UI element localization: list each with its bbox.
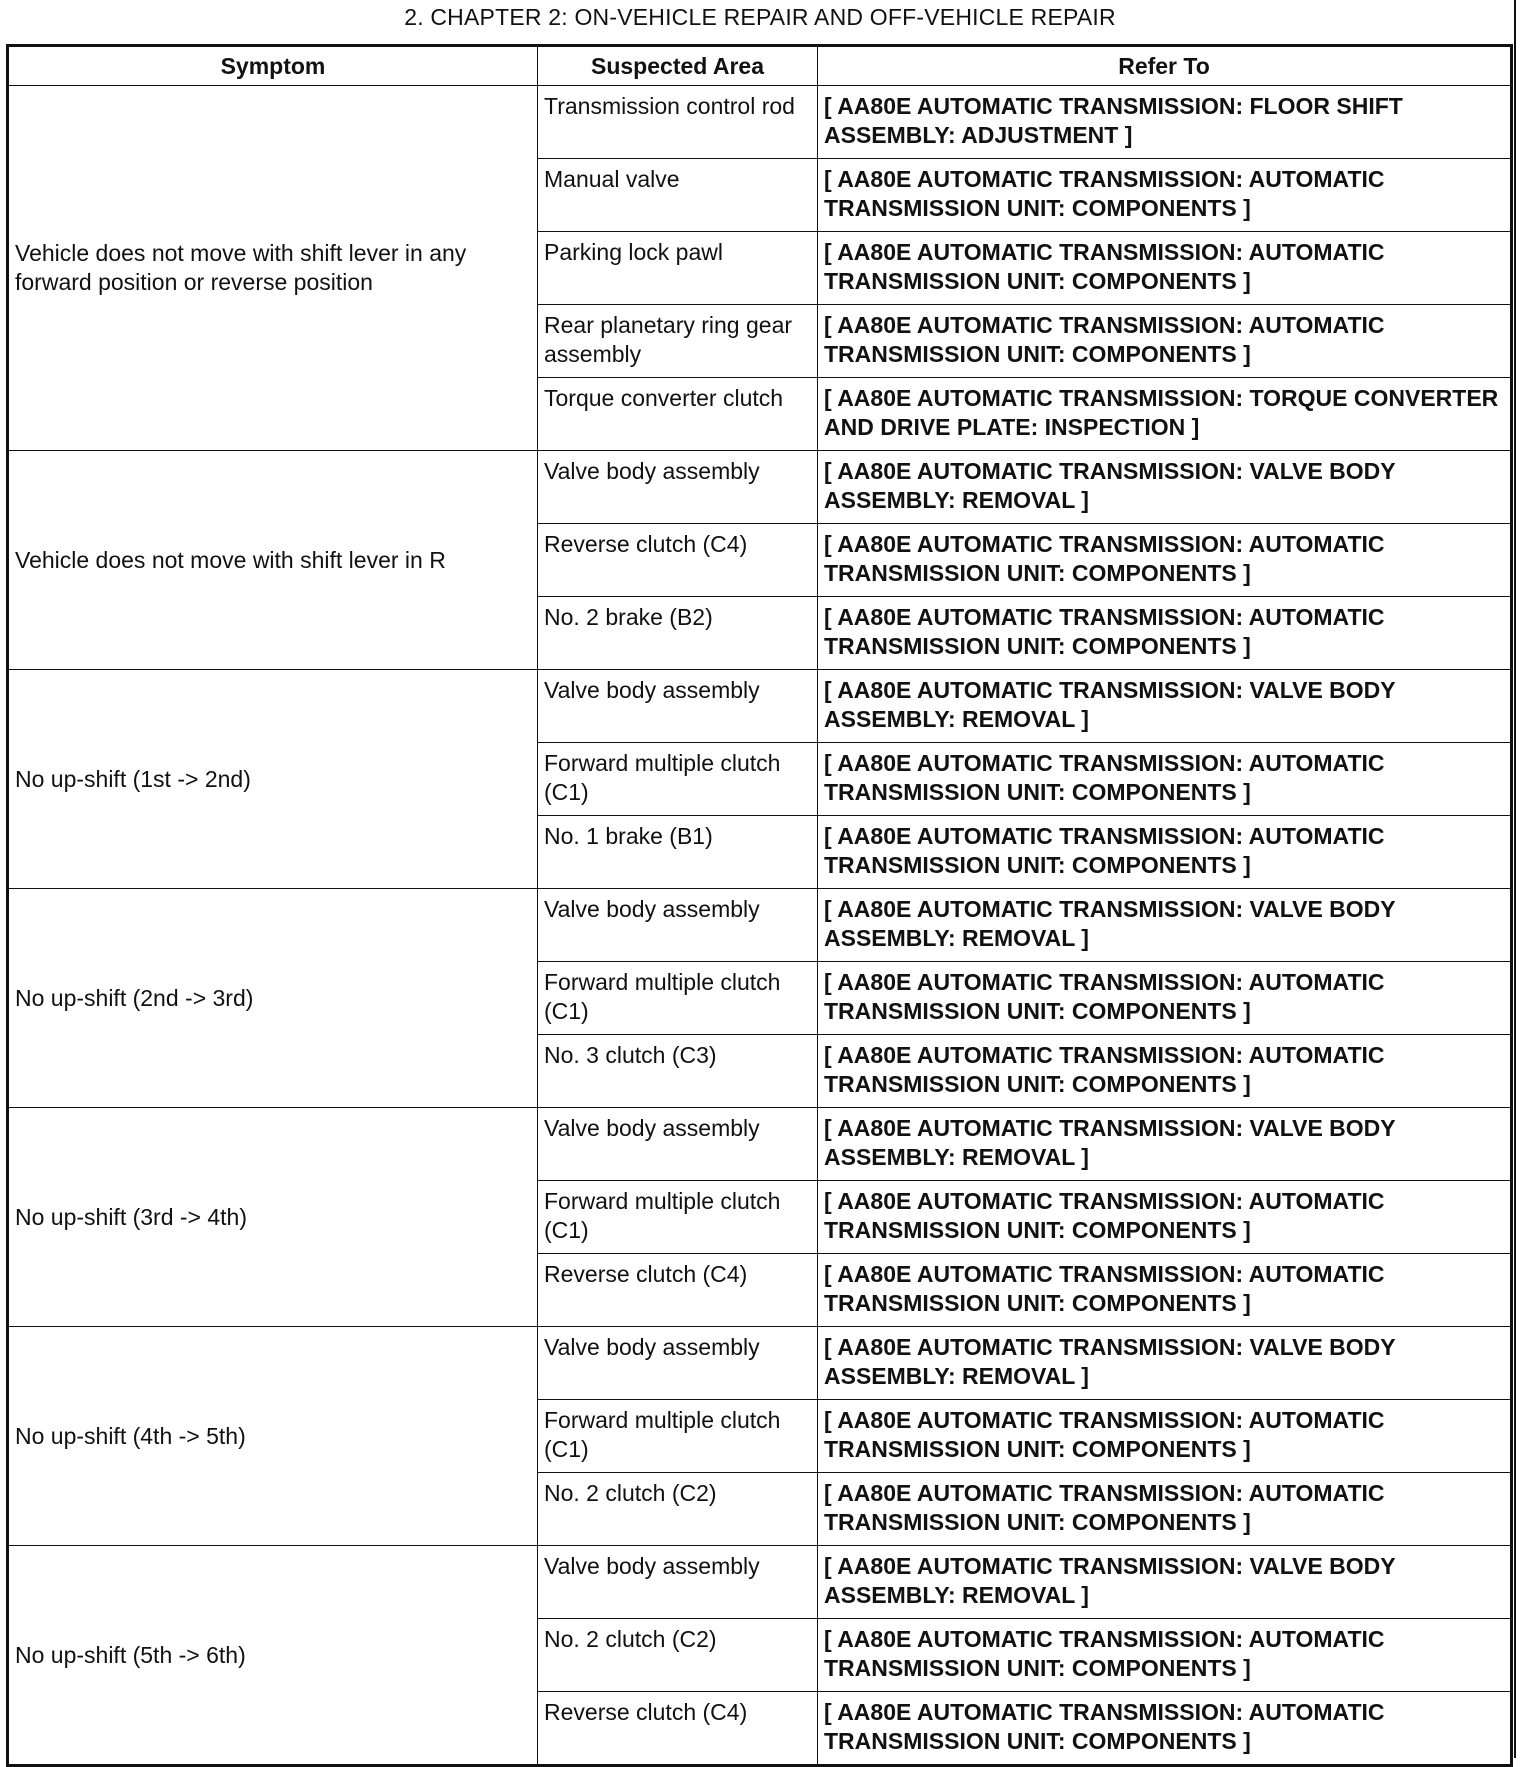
refer-to-link[interactable]: [ AA80E AUTOMATIC TRANSMISSION: AUTOMATIC TRANSMISSION UNIT: COMPONENTS ] [818, 743, 1512, 816]
refer-to-link[interactable]: [ AA80E AUTOMATIC TRANSMISSION: VALVE BODY ASSEMBLY: REMOVAL ] [818, 1327, 1512, 1400]
refer-to-link[interactable]: [ AA80E AUTOMATIC TRANSMISSION: TORQUE CONVERTER AND DRIVE PLATE: INSPECTION ] [818, 378, 1512, 451]
symptom-cell: Vehicle does not move with shift lever in R [8, 451, 538, 670]
refer-to-link[interactable]: [ AA80E AUTOMATIC TRANSMISSION: AUTOMATIC TRANSMISSION UNIT: COMPONENTS ] [818, 305, 1512, 378]
table-row [8, 86, 1512, 159]
column-header-symptom: Symptom [8, 46, 538, 86]
table-row [8, 1108, 1512, 1181]
symptom-cell: No up-shift (3rd -> 4th) [8, 1108, 538, 1327]
refer-to-link[interactable]: [ AA80E AUTOMATIC TRANSMISSION: AUTOMATIC TRANSMISSION UNIT: COMPONENTS ] [818, 1619, 1512, 1692]
table-row [8, 889, 1512, 962]
refer-to-link[interactable]: [ AA80E AUTOMATIC TRANSMISSION: AUTOMATIC TRANSMISSION UNIT: COMPONENTS ] [818, 1692, 1512, 1766]
symptom-cell: No up-shift (4th -> 5th) [8, 1327, 538, 1546]
suspected-area-cell: Transmission control rod [538, 86, 818, 159]
refer-to-link[interactable]: [ AA80E AUTOMATIC TRANSMISSION: AUTOMATIC TRANSMISSION UNIT: COMPONENTS ] [818, 232, 1512, 305]
table-row [8, 670, 1512, 743]
refer-to-link[interactable]: [ AA80E AUTOMATIC TRANSMISSION: FLOOR SHIFT ASSEMBLY: ADJUSTMENT ] [818, 86, 1512, 159]
suspected-area-cell: Valve body assembly [538, 1546, 818, 1619]
symptom-cell: No up-shift (1st -> 2nd) [8, 670, 538, 889]
table-row [8, 1546, 1512, 1619]
suspected-area-cell: Valve body assembly [538, 670, 818, 743]
symptom-cell: No up-shift (5th -> 6th) [8, 1546, 538, 1766]
column-header-suspected-area: Suspected Area [538, 46, 818, 86]
refer-to-link[interactable]: [ AA80E AUTOMATIC TRANSMISSION: VALVE BODY ASSEMBLY: REMOVAL ] [818, 1546, 1512, 1619]
refer-to-link[interactable]: [ AA80E AUTOMATIC TRANSMISSION: AUTOMATIC TRANSMISSION UNIT: COMPONENTS ] [818, 1254, 1512, 1327]
suspected-area-cell: Forward multiple clutch (C1) [538, 1400, 818, 1473]
column-header-refer-to: Refer To [818, 46, 1512, 86]
page-edge-rule [1514, 0, 1516, 1758]
suspected-area-cell: No. 2 brake (B2) [538, 597, 818, 670]
refer-to-link[interactable]: [ AA80E AUTOMATIC TRANSMISSION: AUTOMATIC TRANSMISSION UNIT: COMPONENTS ] [818, 816, 1512, 889]
suspected-area-cell: Valve body assembly [538, 1108, 818, 1181]
refer-to-link[interactable]: [ AA80E AUTOMATIC TRANSMISSION: AUTOMATIC TRANSMISSION UNIT: COMPONENTS ] [818, 1473, 1512, 1546]
symptom-cell: No up-shift (2nd -> 3rd) [8, 889, 538, 1108]
page-title: 2. CHAPTER 2: ON-VEHICLE REPAIR AND OFF-VEHICLE REPAIR [404, 4, 1116, 30]
refer-to-link[interactable]: [ AA80E AUTOMATIC TRANSMISSION: VALVE BODY ASSEMBLY: REMOVAL ] [818, 670, 1512, 743]
refer-to-link[interactable]: [ AA80E AUTOMATIC TRANSMISSION: AUTOMATIC TRANSMISSION UNIT: COMPONENTS ] [818, 962, 1512, 1035]
refer-to-link[interactable]: [ AA80E AUTOMATIC TRANSMISSION: VALVE BODY ASSEMBLY: REMOVAL ] [818, 889, 1512, 962]
refer-to-link[interactable]: [ AA80E AUTOMATIC TRANSMISSION: AUTOMATIC TRANSMISSION UNIT: COMPONENTS ] [818, 597, 1512, 670]
refer-to-link[interactable]: [ AA80E AUTOMATIC TRANSMISSION: VALVE BODY ASSEMBLY: REMOVAL ] [818, 1108, 1512, 1181]
suspected-area-cell: Valve body assembly [538, 1327, 818, 1400]
refer-to-link[interactable]: [ AA80E AUTOMATIC TRANSMISSION: AUTOMATIC TRANSMISSION UNIT: COMPONENTS ] [818, 159, 1512, 232]
suspected-area-cell: Valve body assembly [538, 889, 818, 962]
suspected-area-cell: Rear planetary ring gear assembly [538, 305, 818, 378]
suspected-area-cell: No. 1 brake (B1) [538, 816, 818, 889]
refer-to-link[interactable]: [ AA80E AUTOMATIC TRANSMISSION: AUTOMATIC TRANSMISSION UNIT: COMPONENTS ] [818, 1035, 1512, 1108]
table-header-row [8, 46, 1512, 86]
suspected-area-cell: Parking lock pawl [538, 232, 818, 305]
suspected-area-cell: No. 3 clutch (C3) [538, 1035, 818, 1108]
table-body [8, 86, 1512, 1766]
refer-to-link[interactable]: [ AA80E AUTOMATIC TRANSMISSION: AUTOMATIC TRANSMISSION UNIT: COMPONENTS ] [818, 1400, 1512, 1473]
suspected-area-cell: Reverse clutch (C4) [538, 1254, 818, 1327]
table-row [8, 1327, 1512, 1400]
table-row [8, 451, 1512, 524]
refer-to-link[interactable]: [ AA80E AUTOMATIC TRANSMISSION: VALVE BODY ASSEMBLY: REMOVAL ] [818, 451, 1512, 524]
symptom-table [6, 44, 1513, 1767]
suspected-area-cell: Valve body assembly [538, 451, 818, 524]
suspected-area-cell: Reverse clutch (C4) [538, 524, 818, 597]
refer-to-link[interactable]: [ AA80E AUTOMATIC TRANSMISSION: AUTOMATIC TRANSMISSION UNIT: COMPONENTS ] [818, 524, 1512, 597]
suspected-area-cell: Reverse clutch (C4) [538, 1692, 818, 1766]
suspected-area-cell: Forward multiple clutch (C1) [538, 743, 818, 816]
suspected-area-cell: Forward multiple clutch (C1) [538, 962, 818, 1035]
suspected-area-cell: Forward multiple clutch (C1) [538, 1181, 818, 1254]
suspected-area-cell: Torque converter clutch [538, 378, 818, 451]
symptom-cell: Vehicle does not move with shift lever in any forward position or reverse position [8, 86, 538, 451]
suspected-area-cell: No. 2 clutch (C2) [538, 1473, 818, 1546]
suspected-area-cell: Manual valve [538, 159, 818, 232]
refer-to-link[interactable]: [ AA80E AUTOMATIC TRANSMISSION: AUTOMATIC TRANSMISSION UNIT: COMPONENTS ] [818, 1181, 1512, 1254]
suspected-area-cell: No. 2 clutch (C2) [538, 1619, 818, 1692]
